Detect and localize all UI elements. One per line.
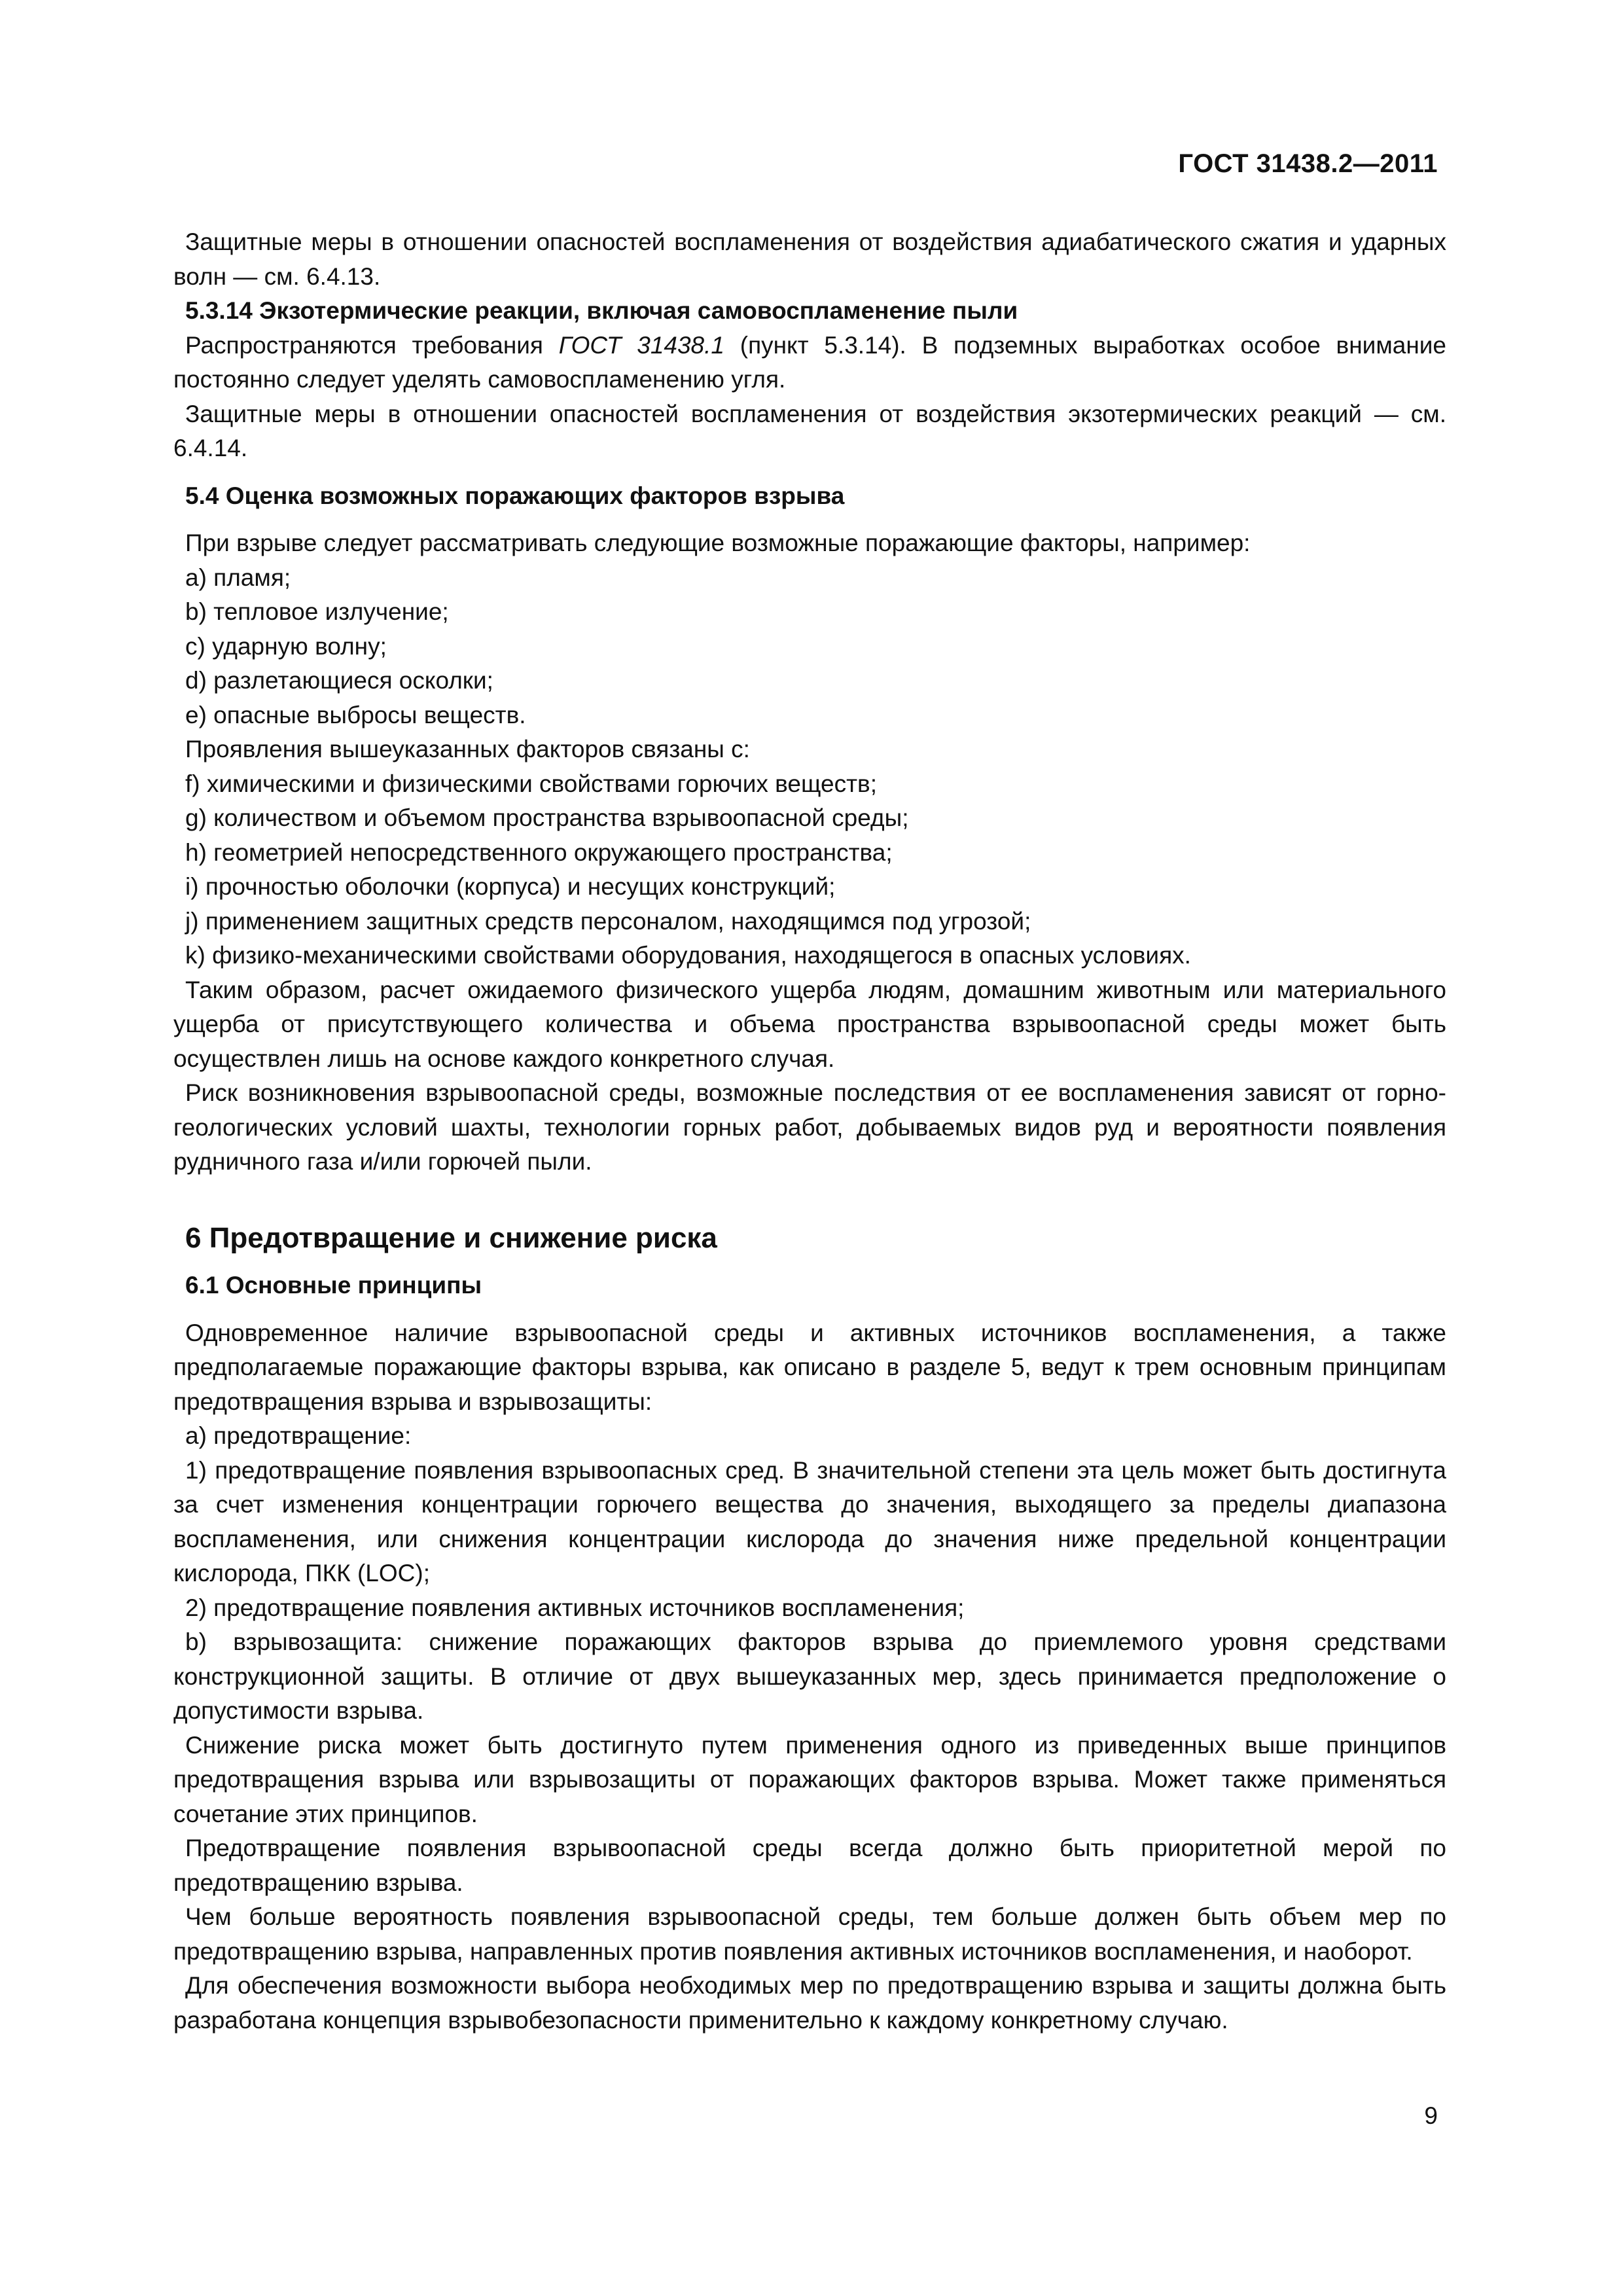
list-item: е) опасные выбросы веществ. bbox=[185, 701, 526, 728]
paragraph: Защитные меры в отношении опасностей воспламенения от воздействия экзотермических реакций — см. 6.4.14. bbox=[173, 400, 1446, 461]
list-item: а) пламя; bbox=[185, 564, 291, 591]
document-body bbox=[173, 225, 1446, 2037]
paragraph: Одновременное наличие взрывоопасной среды и активных источников воспламенения, а также предполагаемые поражающие факторы взрыва, как описано в разделе 5, ведут к трем основным принципам предотвращения взрыва и взрывозащиты: bbox=[173, 1319, 1446, 1415]
paragraph: Защитные меры в отношении опасностей воспламенения от воздействия адиабатического сжатия и ударных волн — см. 6.4.13. bbox=[173, 228, 1446, 290]
heading-5-3-14: 5.3.14 Экзотермические реакции, включая самовоспламенение пыли bbox=[185, 297, 1018, 324]
paragraph: 2) предотвращение появления активных источников воспламенения; bbox=[185, 1594, 965, 1621]
page-number: 9 bbox=[1424, 2102, 1438, 2129]
heading-6-1: 6.1 Основные принципы bbox=[185, 1272, 482, 1299]
paragraph: Чем больше вероятность появления взрывоопасной среды, тем больше должен быть объем мер по предотвращению взрыва, направленных против появления активных источников воспламенения, и наоборот. bbox=[173, 1903, 1446, 1965]
heading-5-4: 5.4 Оценка возможных поражающих факторов взрыва bbox=[185, 482, 845, 509]
list-item: h) геометрией непосредственного окружающего пространства; bbox=[185, 838, 893, 866]
list-item: d) разлетающиеся осколки; bbox=[185, 667, 493, 694]
paragraph: Риск возникновения взрывоопасной среды, возможные последствия от ее воспламенения зависят от горно-геологических условий шахты, технологии горных работ, добываемых видов руд и вероятности появления рудничного газа и/или горючей пыли. bbox=[173, 1079, 1446, 1175]
list-item: j) применением защитных средств персоналом, находящимся под угрозой; bbox=[185, 907, 1031, 935]
list-item: k) физико-механическими свойствами оборудования, находящегося в опасных условиях. bbox=[185, 942, 1191, 969]
list-item: i) прочностью оболочки (корпуса) и несущих конструкций; bbox=[185, 873, 836, 900]
paragraph bbox=[173, 329, 1446, 397]
paragraph: b) взрывозащита: снижение поражающих факторов взрыва до приемлемого уровня средствами конструкционной защиты. В отличие от двух вышеуказанных мер, здесь принимается предположение о допустимости взрыва. bbox=[173, 1628, 1446, 1724]
paragraph: Проявления вышеуказанных факторов связаны с: bbox=[185, 736, 750, 762]
standard-reference: ГОСТ 31438.1 bbox=[558, 331, 724, 359]
paragraph: Снижение риска может быть достигнуто путем применения одного из приведенных выше принципов предотвращения взрыва или взрывозащиты от поражающих факторов взрыва. Может также применяться сочетание этих принципов. bbox=[173, 1731, 1446, 1827]
paragraph: При взрыве следует рассматривать следующие возможные поражающие факторы, например: bbox=[185, 529, 1251, 556]
list-item: с) ударную волну; bbox=[185, 632, 387, 660]
document-code: ГОСТ 31438.2—2011 bbox=[1178, 149, 1438, 178]
heading-6: 6 Предотвращение и снижение риска bbox=[185, 1221, 717, 1254]
paragraph-text: Распространяются требования bbox=[185, 331, 559, 359]
list-item: b) тепловое излучение; bbox=[185, 598, 449, 625]
paragraph-text: (пункт 5.3.14). В подземных выработках особое внимание постоянно следует уделять самовоспламенению угля. bbox=[173, 331, 1447, 393]
paragraph: Таким образом, расчет ожидаемого физического ущерба людям, домашним животным или материального ущерба от присутствующего количества и объема пространства взрывоопасной среды может быть осуществлен лишь на основе каждого конкретного случая. bbox=[173, 976, 1446, 1072]
paragraph: 1) предотвращение появления взрывоопасных сред. В значительной степени эта цель может быть достигнута за счет изменения концентрации горючего вещества до значения, выходящего за пределы диапазона воспламенения, или снижения концентрации кислорода до значения ниже предельной концентрации кислорода, ПКК (LOC); bbox=[173, 1456, 1446, 1587]
list-item: g) количеством и объемом пространства взрывоопасной среды; bbox=[185, 804, 909, 831]
paragraph: Для обеспечения возможности выбора необходимых мер по предотвращению взрыва и защиты должна быть разработана концепция взрывобезопасности применительно к каждому конкретному случаю. bbox=[173, 1972, 1446, 2034]
paragraph: Предотвращение появления взрывоопасной среды всегда должно быть приоритетной мерой по предотвращению взрыва. bbox=[173, 1835, 1446, 1896]
list-item: f) химическими и физическими свойствами горючих веществ; bbox=[185, 770, 877, 797]
paragraph: а) предотвращение: bbox=[185, 1422, 412, 1449]
